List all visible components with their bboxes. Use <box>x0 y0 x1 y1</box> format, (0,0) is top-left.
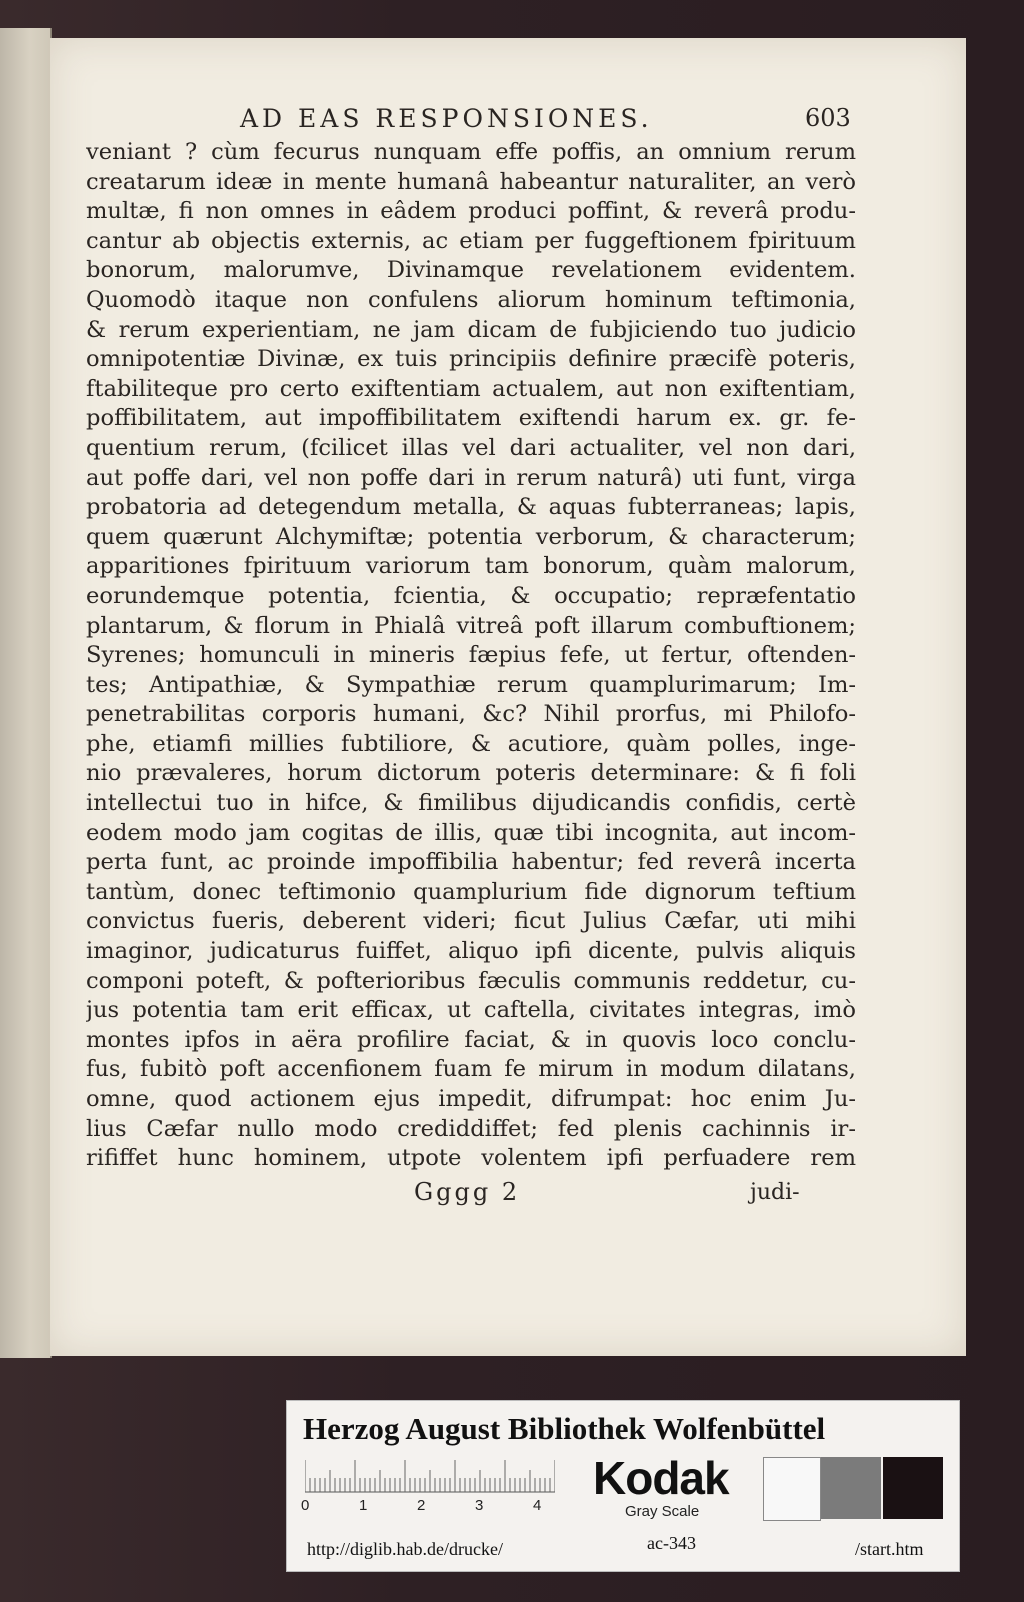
text-line: quentium rerum, (fcilicet illas vel dari actualiter, vel non dari, <box>86 434 856 461</box>
text-line: apparitiones fpirituum variorum tam bonorum, quàm malorum, <box>86 553 856 580</box>
url-suffix: /start.htm <box>855 1539 924 1559</box>
catchword: judi- <box>750 1180 800 1205</box>
ruler-number: 1 <box>359 1497 368 1514</box>
text-line: veniant ? cùm fecurus nunquam effe poffis, an omnium rerum <box>86 139 856 165</box>
text-line: rififfet hunc hominem, utpote volentem ipfi perfuadere rem <box>86 1145 856 1172</box>
text-line: bonorum, malorumve, Divinamque revelationem evidentem. <box>86 257 856 284</box>
text-line: probatoria ad detegendum metalla, & aquas fubterraneas; lapis, <box>86 494 856 521</box>
ruler-number: 3 <box>475 1497 484 1514</box>
text-line: nio prævaleres, horum dictorum poteris determinare: & fi foli <box>86 760 856 787</box>
text-line: imaginor, judicaturus fuiffet, aliquo ipfi dicente, pulvis aliquis <box>86 938 856 965</box>
library-name: Herzog August Bibliothek Wolfenbüttel <box>303 1411 826 1446</box>
text-line: plantarum, & florum in Phialâ vitreâ poft illarum combuftionem; <box>86 612 856 639</box>
book-page <box>50 38 966 1356</box>
ruler-number: 2 <box>417 1497 426 1514</box>
white-swatch <box>763 1457 821 1521</box>
black-swatch <box>883 1457 943 1519</box>
text-line: & rerum experientiam, ne jam dicam de fubjiciendo tuo judicio <box>86 316 856 343</box>
text-line: poffibilitatem, aut impoffibilitatem exiftendi harum ex. gr. fe- <box>86 405 856 432</box>
text-line: Quomodò itaque non confulens aliorum hominum teftimonia, <box>86 286 856 313</box>
text-line: multæ, fi non omnes in eâdem produci poffint, & reverâ produ- <box>86 198 856 225</box>
text-line: cantur ab objectis externis, ac etiam per fuggeftionem fpirituum <box>86 227 856 254</box>
text-line: convictus fueris, deberent videri; ficut Julius Cæfar, uti mihi <box>86 908 856 935</box>
body-text <box>86 138 856 1174</box>
text-line: eodem modo jam cogitas de illis, quæ tibi incognita, aut incom- <box>86 819 856 846</box>
text-line: tantùm, donec teftimonio quamplurium fide dignorum teftium <box>86 878 856 905</box>
page-number: 603 <box>805 104 851 132</box>
gray-swatch <box>821 1457 881 1519</box>
text-line: perta funt, ac proinde impoffibilia habentur; fed reverâ incerta <box>86 849 856 876</box>
text-line: omnipotentiæ Divinæ, ex tuis principiis definire præcifè poteris, <box>86 346 856 373</box>
text-line: eorundemque potentia, fcientia, & occupatio; repræfentatio <box>86 582 856 609</box>
text-line: omne, quod actionem ejus impedit, difrumpat: hoc enim Ju- <box>86 1086 856 1112</box>
text-line: jus potentia tam erit efficax, ut caftella, civitates integras, imò <box>86 997 856 1024</box>
text-line: ftabiliteque pro certo exiftentiam actualem, aut non exiftentiam, <box>86 375 856 402</box>
text-line: creatarum ideæ in mente humanâ habeantur naturaliter, an verò <box>86 168 856 195</box>
text-line: Syrenes; homunculi in mineris fæpius fefe, ut fertur, oftenden- <box>86 642 856 669</box>
text-line: intellectui tuo in hifce, & fimilibus dijudicandis confidis, certè <box>86 790 856 817</box>
text-line: lius Cæfar nullo modo crediddiffet; fed plenis cachinnis ir- <box>86 1115 856 1142</box>
url-prefix: http://diglib.hab.de/drucke/ <box>307 1539 503 1559</box>
signature-mark: Gggg 2 <box>414 1178 521 1206</box>
text-line: fus, fubitò poft accenfionem fuam fe mirum in modum dilatans, <box>86 1056 856 1083</box>
left-page-edge <box>0 28 52 1358</box>
text-line: componi poteft, & pofterioribus fæculis communis reddetur, cu- <box>86 967 856 994</box>
ruler-scale <box>305 1459 555 1493</box>
text-line: tes; Antipathiæ, & Sympathiæ rerum quamplurimarum; Im- <box>86 671 856 698</box>
text-line: montes ipfos in aëra profilire faciat, & in quovis loco conclu- <box>86 1026 856 1053</box>
text-line: phe, etiamfi millies fubtiliore, & acutiore, quàm polles, inge- <box>86 730 856 757</box>
library-color-strip <box>286 1400 960 1572</box>
text-line: penetrabilitas corporis humani, &c? Nihil prorfus, mi Philofo- <box>86 701 856 728</box>
kodak-logo: Kodak <box>593 1452 729 1504</box>
gray-scale-label: Gray Scale <box>625 1503 700 1520</box>
ruler-number: 0 <box>301 1497 310 1514</box>
text-line: quem quærunt Alchymiftæ; potentia verborum, & characterum; <box>86 523 856 550</box>
shelfmark-code: ac-343 <box>647 1533 696 1553</box>
text-line: aut poffe dari, vel non poffe dari in rerum naturâ) uti funt, virga <box>86 464 856 491</box>
ruler-number: 4 <box>533 1497 542 1514</box>
running-head: AD EAS RESPONSIONES. <box>240 104 653 133</box>
